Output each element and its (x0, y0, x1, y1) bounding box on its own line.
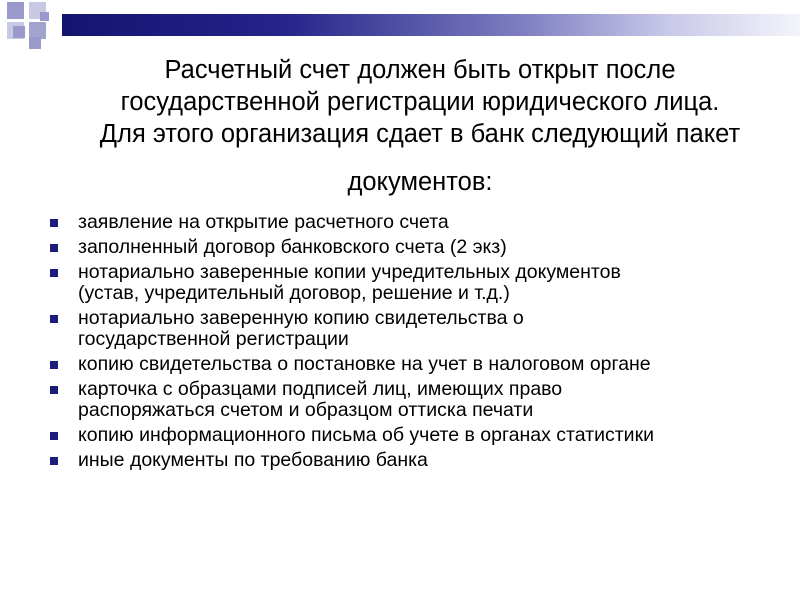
list-item (48, 262, 788, 304)
list-item-text: государственной регистрации (78, 328, 349, 350)
square-bullet-icon (50, 269, 58, 277)
decor-square (29, 37, 41, 49)
list-item-text: заявление на открытие расчетного счета (78, 211, 449, 233)
list-item (48, 212, 788, 233)
list-item-text: иные документы по требованию банка (78, 449, 428, 471)
square-bullet-icon (50, 432, 58, 440)
list-item-text: (устав, учредительный договор, решение и т.д.) (78, 282, 510, 304)
header-gradient-bar (62, 14, 800, 36)
list-item-text: копию свидетельства о постановке на учет в налоговом органе (78, 353, 651, 375)
list-item-text: карточка с образцами подписей лиц, имеющих право (78, 378, 563, 400)
list-item (48, 450, 788, 471)
list-item (48, 308, 788, 350)
title-line: Расчетный счет должен быть открыт после (164, 56, 676, 84)
slide-title (40, 54, 800, 150)
list-item-text: копию информационного письма об учете в органах статистики (78, 424, 654, 446)
list-item (48, 379, 788, 421)
decor-square (13, 26, 25, 38)
document-list (48, 212, 788, 475)
square-bullet-icon (50, 457, 58, 465)
square-bullet-icon (50, 386, 58, 394)
square-bullet-icon (50, 244, 58, 252)
square-bullet-icon (50, 315, 58, 323)
list-item-text: заполненный договор банковского счета (2 экз) (78, 236, 507, 258)
square-bullet-icon (50, 361, 58, 369)
title-line: государственной регистрации юридического лица. (120, 88, 720, 116)
list-item-text: нотариально заверенную копию свидетельства о (78, 307, 524, 329)
list-item (48, 354, 788, 375)
decor-square (7, 2, 24, 19)
list-item (48, 425, 788, 446)
title-line: документов: (347, 168, 493, 196)
title-line: Для этого организация сдает в банк следующий пакет (99, 120, 741, 148)
square-bullet-icon (50, 219, 58, 227)
list-item (48, 237, 788, 258)
list-item-text: распоряжаться счетом и образцом оттиска печати (78, 399, 534, 421)
list-item-text: нотариально заверенные копии учредительных документов (78, 261, 621, 283)
decor-square (40, 12, 49, 21)
